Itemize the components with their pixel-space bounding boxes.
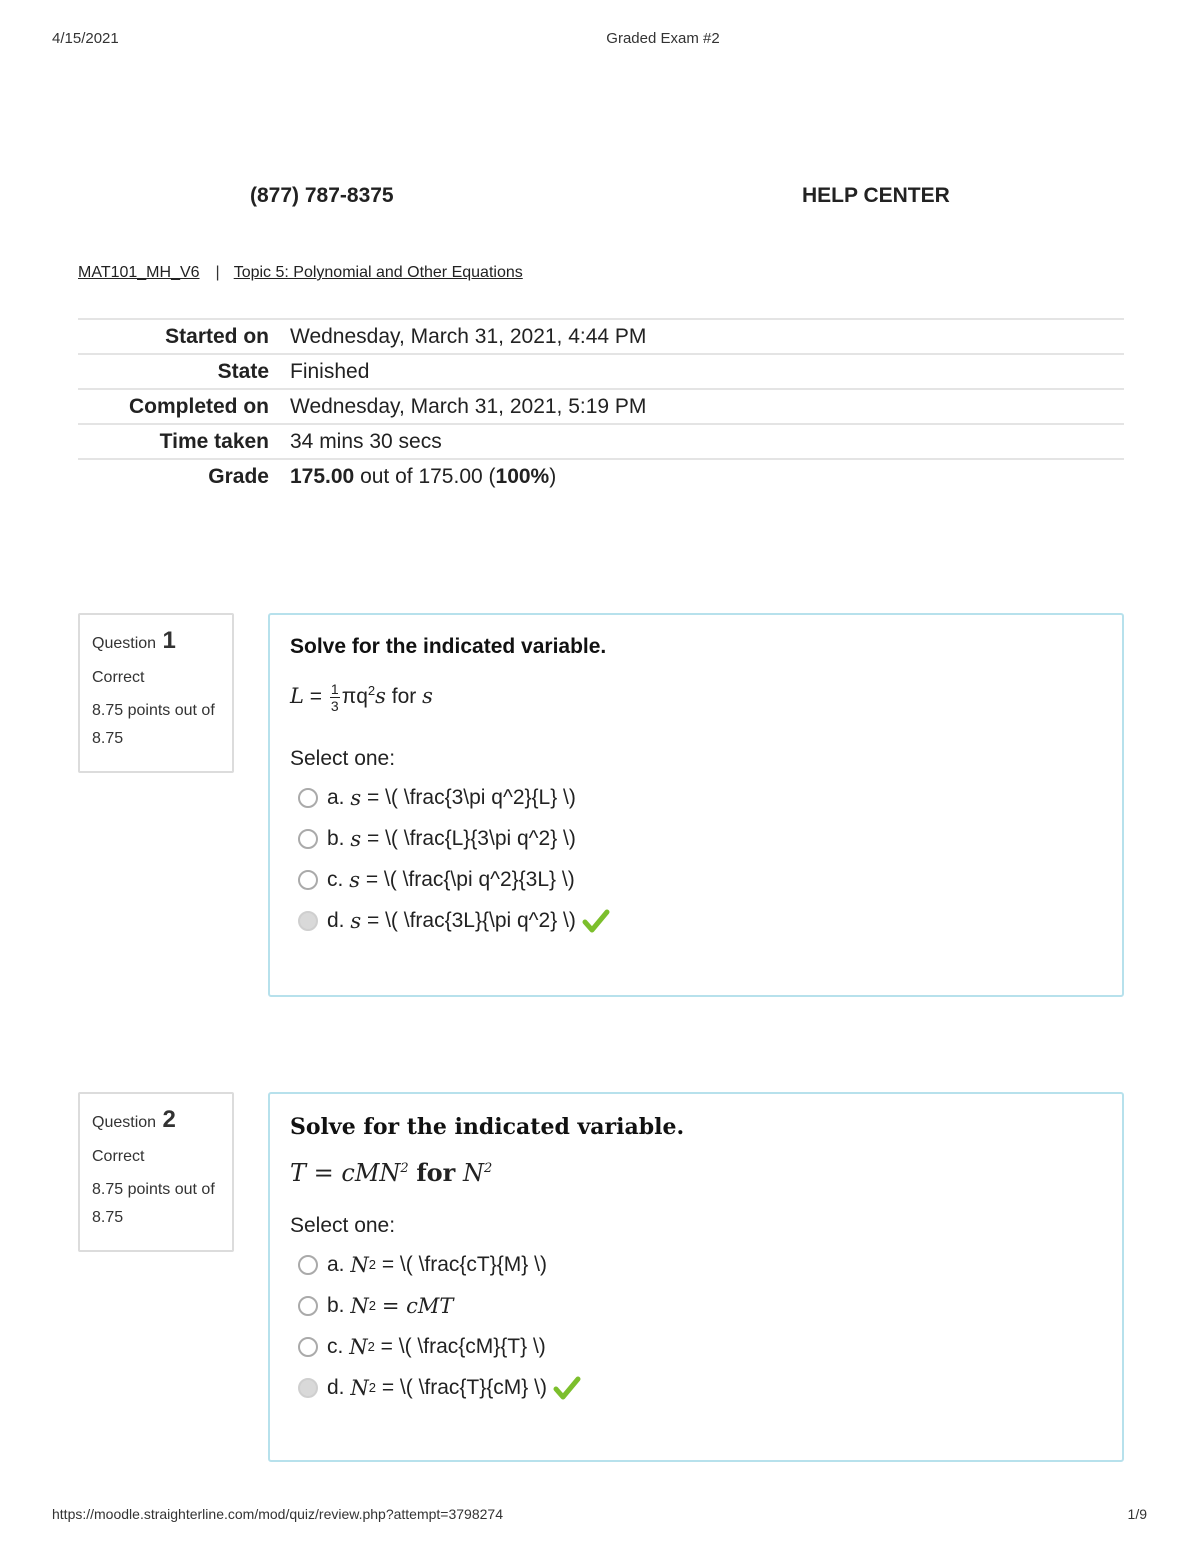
question-grade: 8.75 points out of 8.75 — [92, 1180, 215, 1226]
answer-option-d[interactable]: d. N 2 = \( \frac{T}{cM} \) — [298, 1367, 1102, 1408]
question-text: Solve for the indicated variable. — [290, 1114, 685, 1140]
question-number: 1 — [162, 627, 176, 654]
answer-option-a[interactable]: a. s = \( \frac{3\pi q^2}{L} \) — [298, 777, 1102, 818]
answer-radio-selected[interactable] — [298, 1378, 318, 1398]
started-on-label: Started on — [165, 324, 269, 348]
question-equation: L = $\frac{1}{3}$ $\pi q^2s$ for s — [290, 681, 433, 714]
answer-option-a[interactable]: a. N 2 = \( \frac{cT}{M} \) — [298, 1244, 1102, 1285]
answer-option-c[interactable]: c. N 2 = \( \frac{cM}{T} \) — [298, 1326, 1102, 1367]
check-icon — [553, 1375, 581, 1401]
summary-row-started — [78, 319, 1124, 354]
question-text: Solve for the indicated variable. — [290, 635, 607, 658]
started-on-value: Wednesday, March 31, 2021, 4:44 PM — [290, 324, 647, 348]
equation-fraction: $\frac{1}{3}$ — [330, 681, 339, 714]
time-taken-value: 34 mins 30 secs — [290, 429, 442, 453]
answer-option-d[interactable]: d. s = \( \frac{3L}{\pi q^2} \) — [298, 900, 1102, 941]
answer-option-c[interactable]: c. s = \( \frac{\pi q^2}{3L} \) — [298, 859, 1102, 900]
question-1-content — [268, 613, 1124, 997]
print-header — [0, 30, 1200, 50]
page-url: https://moodle.straighterline.com/mod/quiz/review.php?attempt=3798274 — [52, 1506, 503, 1522]
question-state: Correct — [92, 1147, 145, 1165]
answer-option-b[interactable]: b. s = \( \frac{L}{3\pi q^2} \) — [298, 818, 1102, 859]
question-2-info — [78, 1092, 234, 1252]
summary-row-grade — [78, 459, 1124, 494]
attempt-summary-table — [78, 318, 1124, 494]
breadcrumb-topic-link[interactable]: Topic 5: Polynomial and Other Equations — [233, 264, 523, 281]
answer-radio[interactable] — [298, 1296, 318, 1316]
answer-radio[interactable] — [298, 788, 318, 808]
state-value: Finished — [290, 359, 370, 383]
question-2-content — [268, 1092, 1124, 1462]
answer-radio[interactable] — [298, 829, 318, 849]
question-prefix: Question — [92, 635, 157, 652]
select-prompt: Select one: — [290, 1214, 396, 1237]
phone-number[interactable]: (877) 787-8375 — [250, 184, 394, 207]
grade-out-of: out of 175.00 — [360, 465, 483, 488]
grade-percent: 100% — [495, 465, 550, 488]
help-center-link[interactable]: HELP CENTER — [802, 184, 950, 207]
time-taken-label: Time taken — [159, 429, 269, 453]
answer-list — [290, 1244, 1102, 1408]
question-state: Correct — [92, 668, 145, 686]
grade-label: Grade — [208, 465, 269, 488]
question-grade: 8.75 points out of 8.75 — [92, 701, 215, 747]
breadcrumb — [78, 264, 523, 282]
answer-radio[interactable] — [298, 1337, 318, 1357]
select-prompt: Select one: — [290, 747, 396, 770]
completed-on-value: Wednesday, March 31, 2021, 5:19 PM — [290, 394, 647, 418]
print-date: 4/15/2021 — [52, 30, 119, 47]
answer-list — [290, 777, 1102, 941]
answer-option-b[interactable]: b. N 2 = cMT — [298, 1285, 1102, 1326]
contact-bar — [0, 184, 1200, 212]
print-title: Graded Exam #2 — [606, 30, 720, 47]
answer-radio[interactable] — [298, 1255, 318, 1275]
breadcrumb-course-link[interactable]: MAT101_MH_V6 — [78, 264, 200, 281]
page-number: 1/9 — [1127, 1506, 1147, 1522]
question-equation: T = cMN$^2$ for $N^2$ — [290, 1158, 493, 1187]
summary-row-completed — [78, 389, 1124, 424]
state-label: State — [217, 359, 269, 383]
completed-on-label: Completed on — [129, 394, 269, 418]
summary-row-state — [78, 354, 1124, 389]
summary-row-time — [78, 424, 1124, 459]
question-prefix: Question — [92, 1114, 157, 1131]
answer-radio[interactable] — [298, 870, 318, 890]
question-number: 2 — [162, 1106, 176, 1133]
question-1-info — [78, 613, 234, 773]
check-icon — [582, 908, 610, 934]
grade-score: 175.00 — [290, 465, 355, 488]
answer-radio-selected[interactable] — [298, 911, 318, 931]
grade-value: 175.00 out of 175.00 (100%) — [290, 465, 557, 488]
breadcrumb-separator: | — [215, 264, 220, 281]
